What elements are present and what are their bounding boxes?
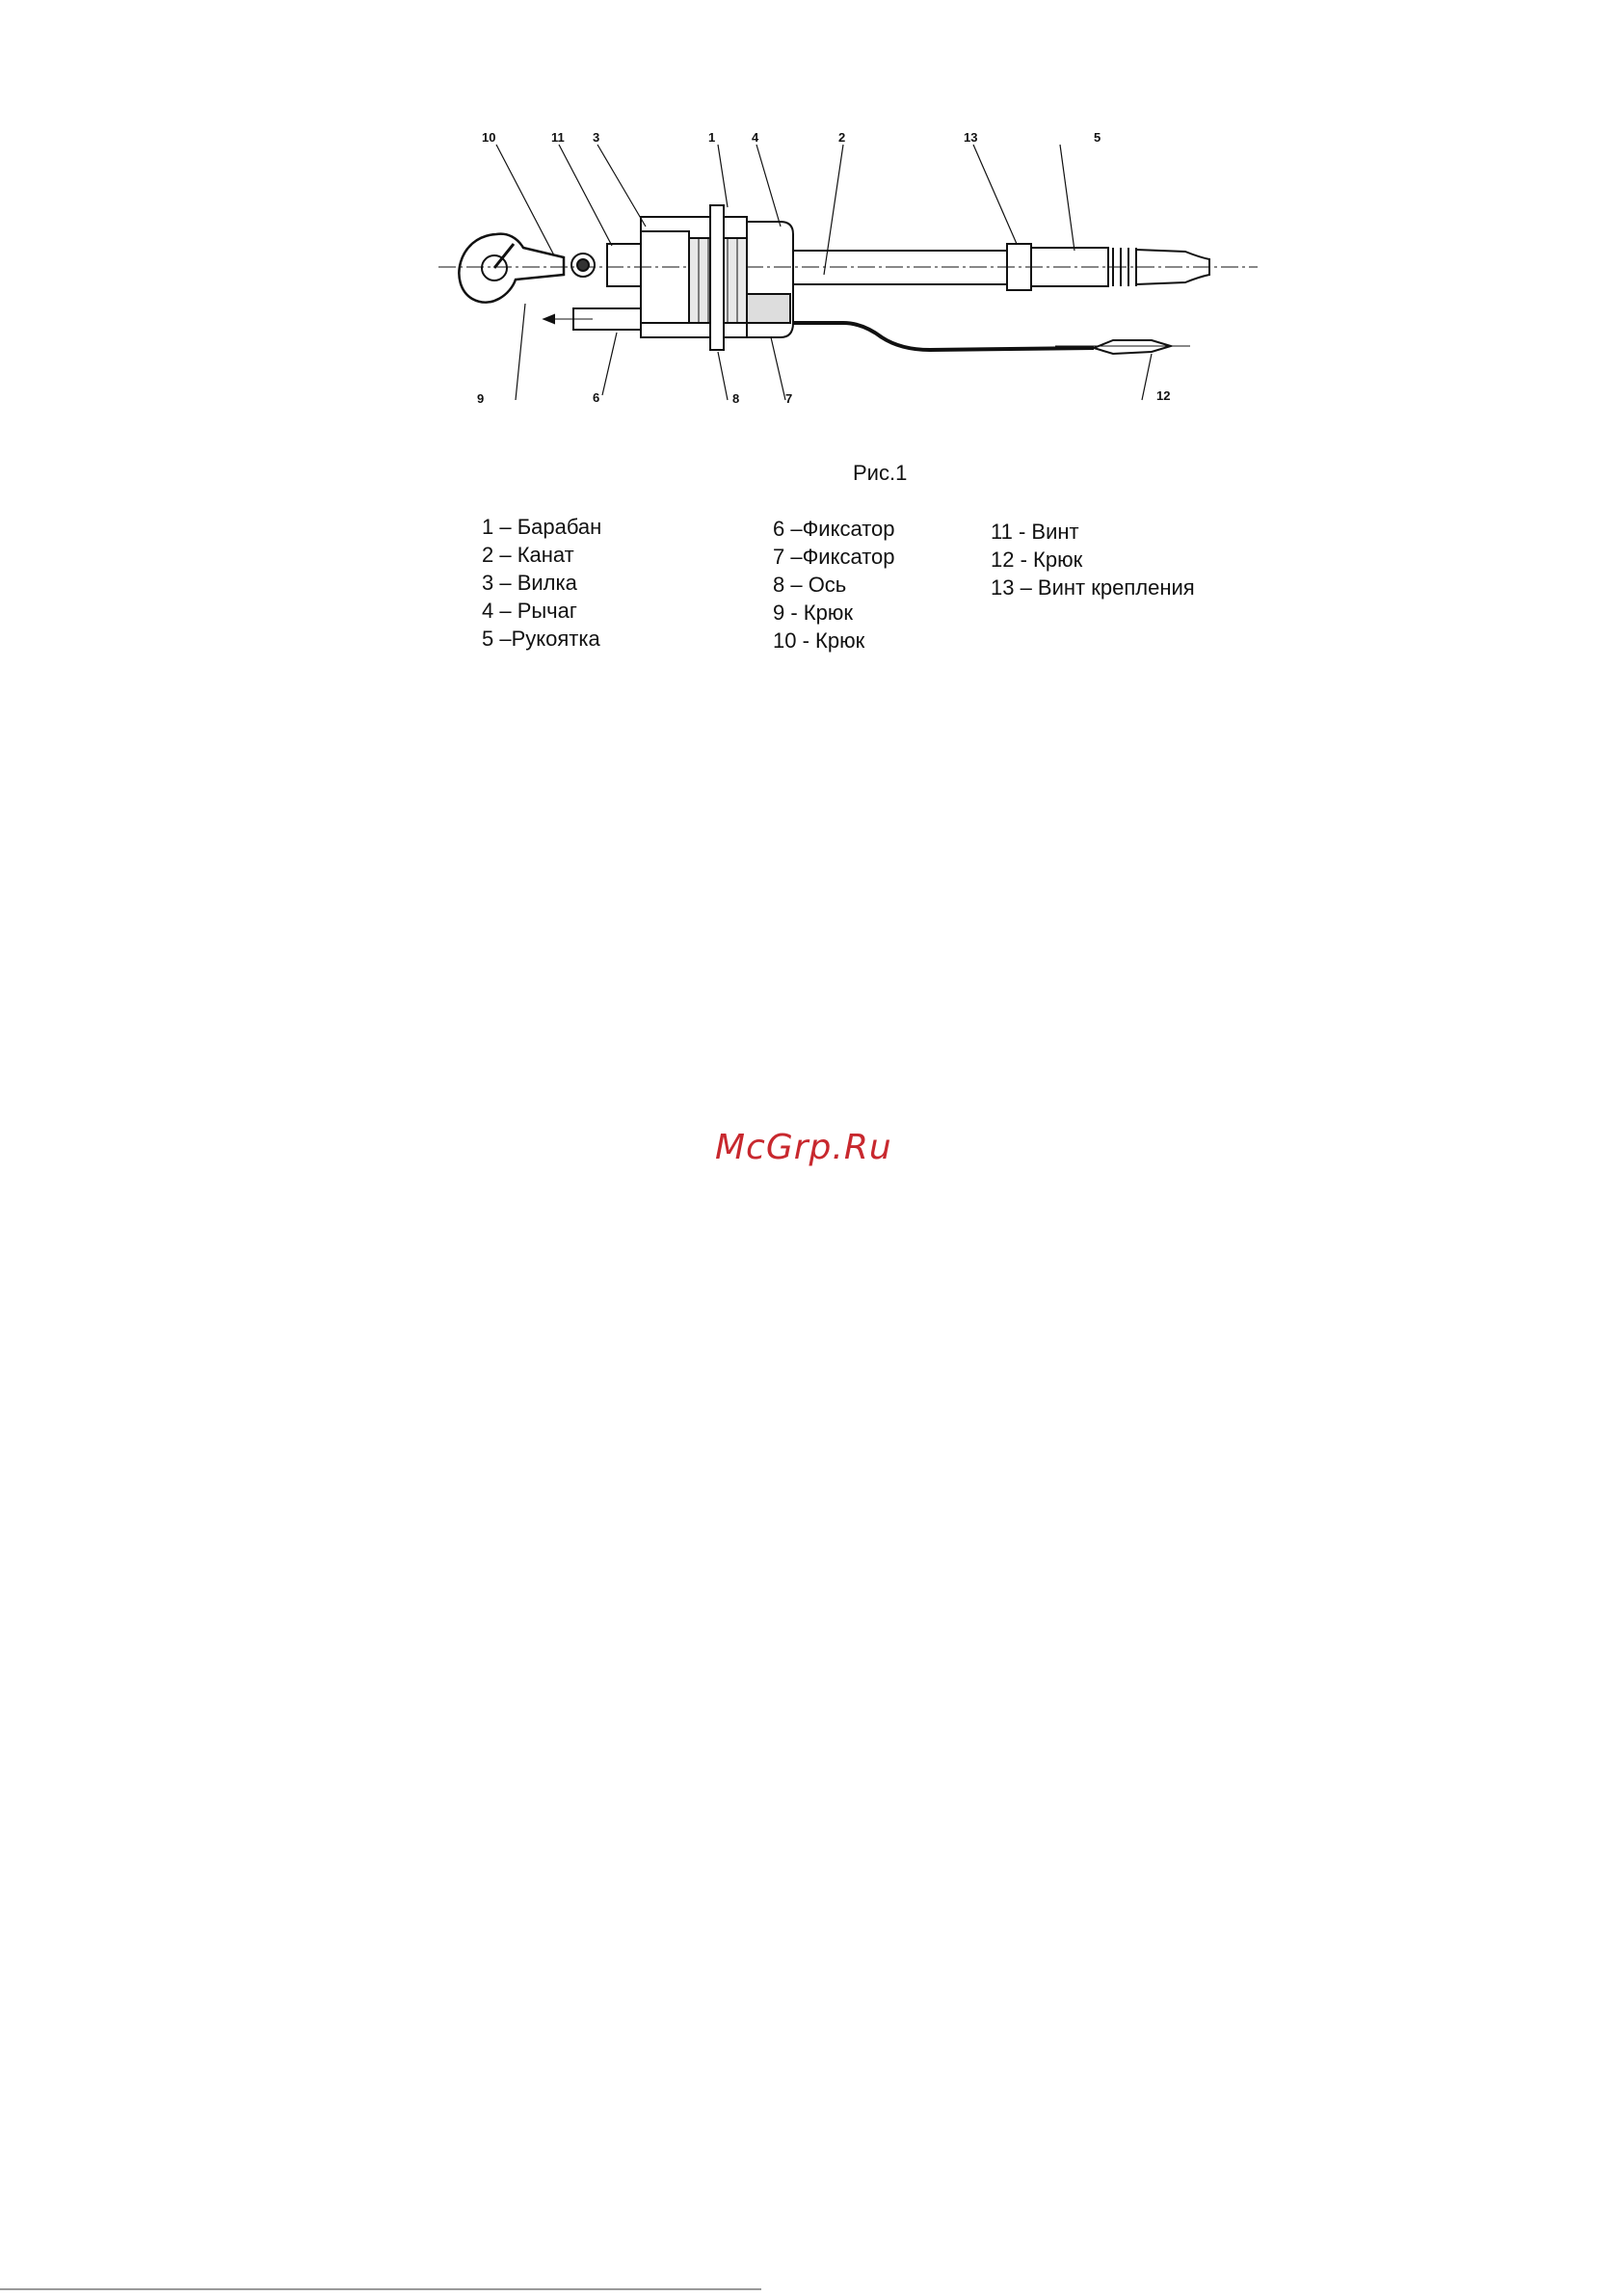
callout-label: 6 (593, 390, 600, 405)
legend-item: 2 – Канат (482, 543, 574, 567)
legend-column (482, 513, 601, 653)
legend-item: 7 –Фиксатор (773, 545, 895, 569)
callout-label: 4 (752, 130, 759, 145)
legend-item: 13 – Винт крепления (991, 575, 1195, 600)
callout-label: 8 (732, 391, 740, 406)
legend-item: 10 - Крюк (773, 628, 865, 653)
legend-item: 12 - Крюк (991, 547, 1083, 572)
legend-item: 4 – Рычаг (482, 599, 577, 623)
legend-column (991, 518, 1195, 601)
footer-divider (0, 2288, 761, 2290)
callout-label: 2 (838, 130, 846, 145)
figure-caption: Рис.1 (853, 461, 908, 485)
callout-label: 7 (785, 391, 793, 406)
legend-item: 5 –Рукоятка (482, 627, 600, 651)
winch-assembly-drawing (438, 130, 1267, 424)
callout-label: 1 (708, 130, 716, 145)
callout-label: 9 (477, 391, 485, 406)
callout-label: 12 (1156, 388, 1171, 403)
callout-label: 5 (1094, 130, 1101, 145)
legend-item: 3 – Вилка (482, 571, 577, 595)
legend-item: 11 - Винт (991, 520, 1079, 544)
callout-label: 10 (482, 130, 496, 145)
watermark: McGrp.Ru (715, 1128, 892, 1167)
legend-item: 6 –Фиксатор (773, 517, 895, 541)
legend-column (773, 515, 895, 654)
callout-label: 3 (593, 130, 600, 145)
callout-label: 13 (964, 130, 978, 145)
legend-item: 1 – Барабан (482, 515, 602, 539)
legend-item: 8 – Ось (773, 573, 847, 597)
legend-item: 9 - Крюк (773, 601, 853, 625)
callout-label: 11 (551, 130, 565, 145)
